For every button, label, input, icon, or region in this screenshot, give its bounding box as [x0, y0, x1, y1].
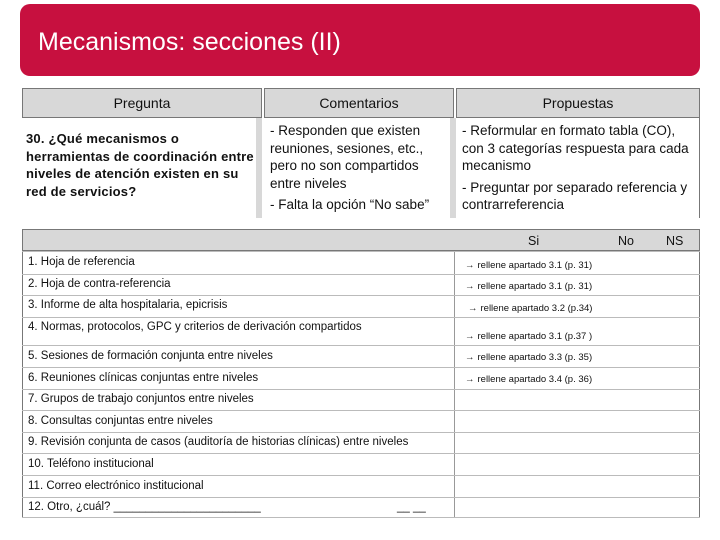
row-divider [22, 345, 700, 346]
row-divider [22, 475, 700, 476]
proposal-item: - Preguntar por separado referencia y contrarreferencia [462, 179, 688, 212]
row-divider [22, 251, 700, 252]
mechanisms-header [22, 229, 700, 251]
mechanism-label: 7. Grupos de trabajo conjuntos entre niveles [28, 393, 254, 405]
column-divider [256, 118, 262, 218]
column-divider [454, 251, 455, 518]
table-border [699, 118, 700, 218]
question-text: 30. ¿Qué mecanismos o herramientas de coordinación entre niveles de atención existen en su red de servicios? [26, 131, 254, 199]
comment-item: - Responden que existen reuniones, sesiones, etc., pero no son compartidos entre niveles [270, 123, 424, 191]
row-divider [22, 367, 700, 368]
mechanism-label: 6. Reuniones clínicas conjuntas entre niveles [28, 372, 259, 384]
mechanism-note: → rellene apartado 3.1 (p.37 ) [465, 331, 593, 342]
row-divider [22, 295, 700, 296]
row-divider [22, 432, 700, 433]
arrow-icon: → [465, 374, 475, 385]
comments-cell [270, 122, 450, 214]
other-blank-lines: __ __ [397, 501, 426, 513]
mechanism-label: 8. Consultas conjuntas entre niveles [28, 415, 213, 427]
mechanism-label: 4. Normas, protocolos, GPC y criterios de derivación compartidos [28, 321, 362, 333]
row-divider [22, 389, 700, 390]
mechanism-note: → rellene apartado 3.1 (p. 31) [465, 260, 593, 271]
mechanism-note: → rellene apartado 3.2 (p.34) [468, 303, 593, 314]
slide-title: Mecanismos: secciones (II) [38, 28, 341, 56]
mechanism-note: → rellene apartado 3.3 (p. 35) [465, 352, 593, 363]
arrow-icon: → [465, 352, 475, 363]
comment-item: - Falta la opción “No sabe” [270, 197, 430, 212]
row-divider [22, 274, 700, 275]
row-divider [22, 410, 700, 411]
row-divider [22, 453, 700, 454]
column-divider [450, 118, 456, 218]
row-divider [22, 517, 700, 518]
header-no: No [618, 234, 634, 248]
row-divider [22, 497, 700, 498]
mechanism-label: 9. Revisión conjunta de casos (auditoría de historias clínicas) entre niveles [28, 436, 409, 448]
row-divider [22, 317, 700, 318]
mechanism-label: 1. Hoja de referencia [28, 256, 135, 268]
mechanism-label: 5. Sesiones de formación conjunta entre niveles [28, 350, 273, 362]
arrow-icon: → [465, 281, 475, 292]
proposal-item: - Reformular en formato tabla (CO), con 3 categorías respuesta para cada mecanismo [462, 123, 689, 173]
arrow-icon: → [468, 303, 478, 314]
header-si: Si [528, 234, 540, 248]
header-comentarios: Comentarios [264, 88, 454, 118]
mechanism-note: → rellene apartado 3.1 (p. 31) [465, 281, 593, 292]
header-ns: NS [666, 234, 684, 248]
header-propuestas: Propuestas [456, 88, 700, 118]
mechanisms-table [22, 251, 700, 518]
arrow-icon: → [465, 260, 475, 271]
title-banner [20, 4, 700, 76]
arrow-icon: → [465, 331, 475, 342]
mechanism-label: 10. Teléfono institucional [28, 458, 154, 470]
mechanism-label: 2. Hoja de contra-referencia [28, 278, 171, 290]
mechanism-label: 12. Otro, ¿cuál? _______________________ [28, 501, 261, 513]
mechanism-label: 3. Informe de alta hospitalaria, epicrisis [28, 299, 228, 311]
header-pregunta: Pregunta [22, 88, 262, 118]
question-table [22, 88, 700, 218]
proposals-cell [462, 122, 698, 214]
mechanism-note: → rellene apartado 3.4 (p. 36) [465, 374, 593, 385]
mechanism-label: 11. Correo electrónico institucional [28, 480, 204, 492]
